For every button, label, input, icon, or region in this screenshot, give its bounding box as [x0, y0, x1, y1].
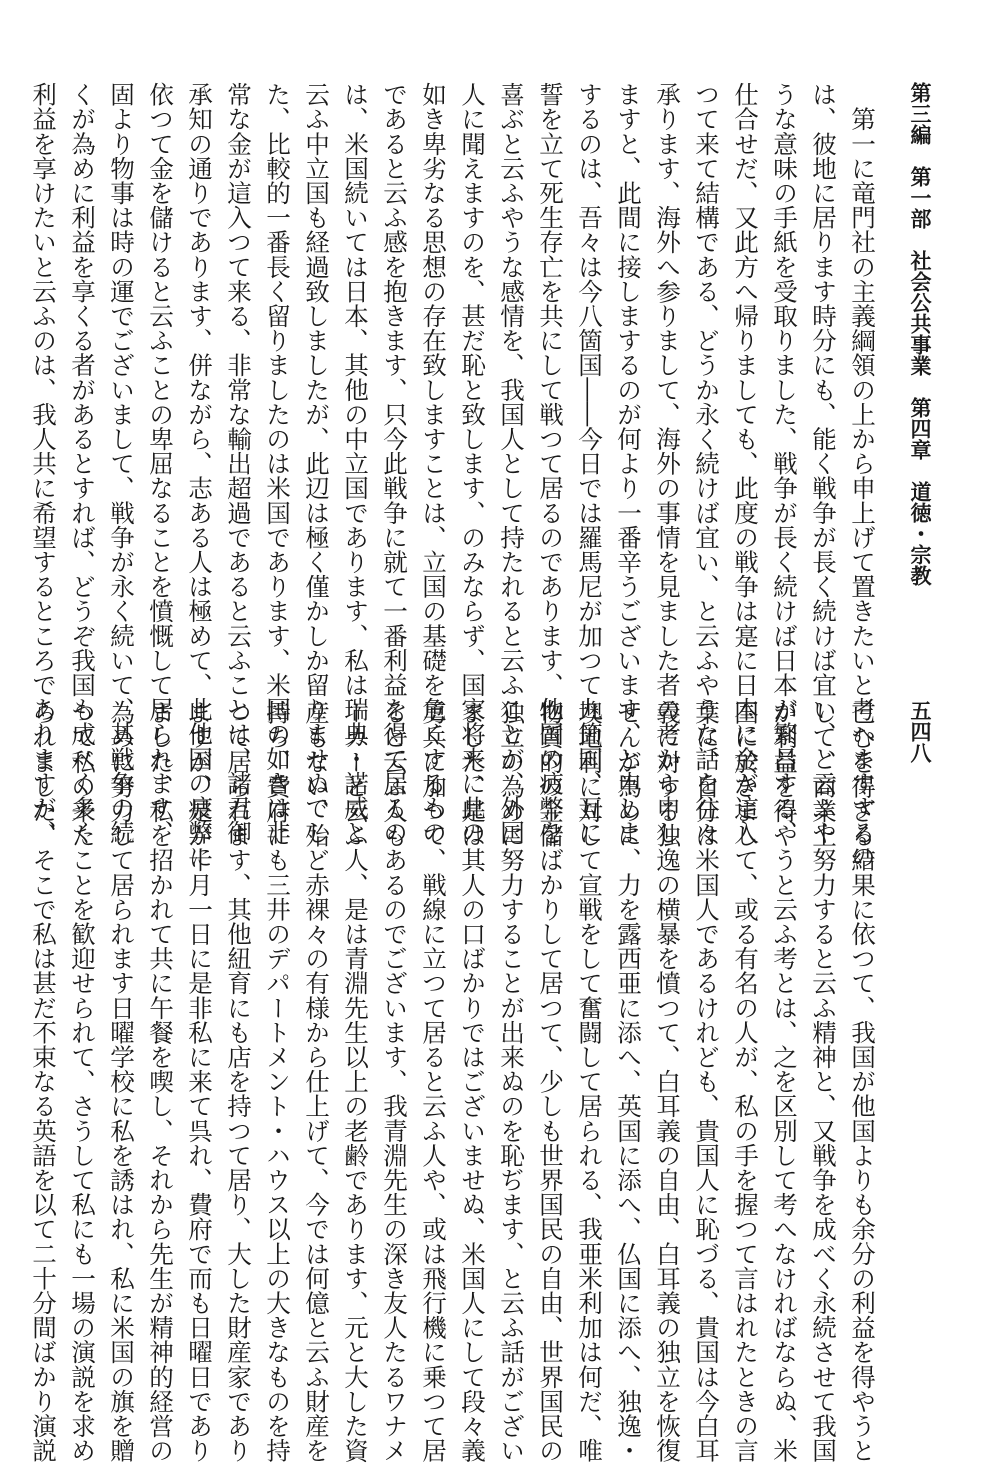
text-column: 誓を立て死生存亡を共にして戦つて居るのであります、他国の疲弊を	[536, 82, 565, 845]
text-column: 物質的の金儲ばかりして居つて、少しも世界国民の自由、世界国民の	[536, 700, 565, 1463]
text-column: 義に対する独逸の横暴を憤つて、白耳義の自由、白耳義の独立を恢復	[653, 700, 682, 1463]
text-column: 墺地利に対して宣戦をして奮闘して居られる、我亜米利加は何だ、唯	[575, 700, 604, 1463]
text-column: ました、私を招かれて共に午餐を喫し、それから先生が精神的経営の	[146, 700, 175, 1463]
text-column: 為めに努力して居られます日曜学校に私を誘はれ、私に米国の旗を贈	[107, 700, 136, 1463]
text-column: であると云ふ感を抱きます、只今此戦争に就て一番利益を得て居るの	[380, 82, 409, 845]
page-number: 五四八	[908, 700, 933, 763]
text-block-upper	[29, 82, 882, 870]
text-column: 産もない、殆ど赤裸々の有様から仕上げて、今では何億と云ふ財産を	[302, 700, 331, 1463]
text-column: 勇兵に加つて、戦線に立つて居ると云ふ人や、或は飛行機に乗つて居	[419, 700, 448, 1463]
text-column: せんが為めに、力を露西亜に添へ、英国に添へ、仏国に添へ、独逸・	[614, 700, 643, 1463]
text-column: 如き卑劣なる思想の存在致しますことは、立国の基礎を危くするもの	[419, 82, 448, 845]
text-column: は、米国続いては日本、其他の中立国であります、私は瑞典・諾威と	[341, 82, 370, 845]
text-column: ーカーと云ふ人、是は青淵先生以上の老齢であります、元と大した資	[341, 700, 370, 1463]
text-column: 第一に竜門社の主義綱領の上から申上げて置きたいと考へますするの	[848, 82, 877, 870]
text-column: つて居られます、其他紐育にも店を持つて居り、大した財産家であり	[224, 700, 253, 1463]
text-column: は、彼地に居ります時分にも、能く戦争が長く続けば宜い、と云ふや	[809, 82, 838, 845]
text-column: が利益を得やうと云ふ考とは、之を区別して考へなければならぬ、米	[770, 700, 799, 1463]
text-column: 常な金が這入つて来る、非常な輸出超過であると云ふことは、諸君御	[224, 82, 253, 845]
text-column: 喜ぶと云ふやうな感情を、我国人として持たれると云ふことが、外国	[497, 82, 526, 845]
text-column: 持ち、費府にも三井のデパートメント・ハウス以上の大きなものを持	[263, 700, 292, 1463]
text-column: 国に於きまして、或る有名の人が、私の手を握つて言はれたときの言	[731, 700, 760, 1463]
text-column: 葉に、自分は米国人であるけれども、貴国人に恥づる、貴国は今白耳	[692, 700, 721, 1463]
text-column: 云ふ中立国も経過致しましたが、此辺は極く僅かしか留りませぬでし	[302, 82, 331, 845]
text-column: つて私の来たことを歓迎せられて、さうして私にも一場の演説を求め	[68, 700, 97, 1463]
text-column: ると云ふ人もあるのでございます、我青淵先生の深き友人たるワナメ	[380, 700, 409, 1463]
text-column: ますと、此間に接しまするのが何より一番辛うございます、と申しま	[614, 82, 643, 845]
text-column: 固より物事は時の運でございまして、戦争が永く続いて、其戦争の続	[107, 82, 136, 845]
text-column: 利益を享けたいと云ふのは、我人共に希望するところでありますが、	[29, 82, 58, 845]
text-column: 承ります、海外へ参りまして、海外の事情を見ました者の考から申し	[653, 82, 682, 845]
text-column: 独立の為めに努力することが出来ぬのを恥ぢます、と云ふ話がござい	[497, 700, 526, 1463]
text-column: 已むを得ざる結果に依つて、我国が他国よりも余分の利益を得やうと	[848, 700, 877, 1463]
text-column: 仕合せだ、又此方へ帰りましても、此度の戦争は寔に日本に金が這入	[731, 82, 760, 845]
text-column: 人に聞えますのを、甚だ恥と致します、のみならず、国家将来に此の	[458, 82, 487, 845]
text-column: するのは、吾々は今八箇国――今日では羅馬尼が加つて九箇国、互に	[575, 82, 604, 845]
text-column: 依つて金を儲けると云ふことの卑屈なることを憤慨して居られます、	[146, 82, 175, 845]
running-header: 第三編 第一部 社会公共事業 第四章 道徳・宗教	[908, 82, 933, 586]
text-column: して、商業上努力すると云ふ精神と、又戦争を成べく永続させて我国	[809, 700, 838, 1463]
text-column: た、比較的一番長く留りましたのは米国であります、米国の如きは非	[263, 82, 292, 845]
text-block-lower	[29, 700, 882, 1463]
text-column: つて来て結構である、どうか永く続けば宜い、と云ふやうな話を往々	[692, 82, 721, 845]
text-column: うな意味の手紙を受取りました、戦争が長く続けば日本が繁昌する、	[770, 82, 799, 845]
text-column: られました、そこで私は甚だ不束なる英語を以て二十分間ばかり演説	[29, 700, 58, 1463]
text-column: くが為めに利益を享くる者があるとすれば、どうぞ我国も成べく多く	[68, 82, 97, 845]
text-column: ました、是は其人の口ばかりではございませぬ、米国人にして段々義	[458, 700, 487, 1463]
text-column: 承知の通りであります、併ながら、志ある人は極めて、此他国の疲弊に	[185, 82, 214, 870]
text-column: ますが、是が十月一日に是非私に来て呉れ、費府で而も日曜日であり	[185, 700, 214, 1463]
